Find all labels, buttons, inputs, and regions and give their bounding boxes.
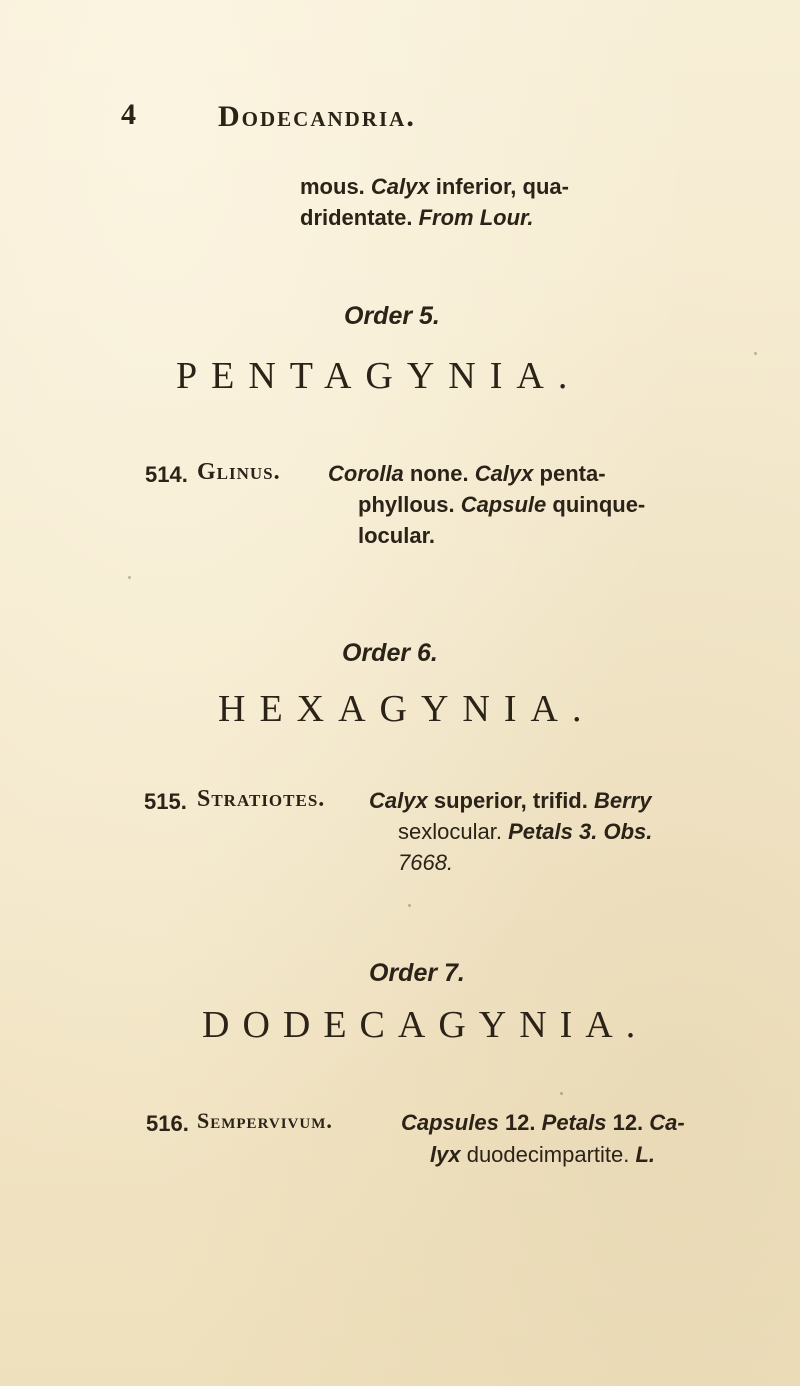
entry-515-number: 515. bbox=[144, 789, 187, 814]
entry-516-line-1: Capsules 12. Petals 12. Ca- bbox=[401, 1110, 685, 1135]
paper-speck bbox=[754, 352, 757, 355]
order-5-heading: PENTAGYNIA. bbox=[176, 355, 582, 397]
entry-514-genus: Glinus. bbox=[197, 459, 281, 485]
entry-514-line-1: Corolla none. Calyx penta- bbox=[328, 461, 606, 486]
order-5-label: Order 5. bbox=[344, 302, 440, 330]
paper-speck bbox=[560, 1092, 563, 1095]
order-6-heading: HEXAGYNIA. bbox=[218, 688, 596, 730]
order-6-label: Order 6. bbox=[342, 639, 438, 667]
paper-speck bbox=[128, 576, 131, 579]
paper-speck bbox=[468, 828, 471, 831]
page-number: 4 bbox=[121, 98, 136, 131]
entry-514-number: 514. bbox=[145, 462, 188, 487]
entry-515-line-2: sexlocular. Petals 3. Obs. bbox=[398, 819, 653, 844]
entry-516-genus: Sempervivum. bbox=[197, 1108, 333, 1133]
order-7-heading: DODECAGYNIA. bbox=[202, 1004, 649, 1046]
entry-514-line-3: locular. bbox=[358, 523, 436, 548]
intro-line-2: dridentate. From Lour. bbox=[300, 205, 534, 230]
entry-514-line-2: phyllous. Capsule quinque- bbox=[358, 492, 646, 517]
entry-516-number: 516. bbox=[146, 1111, 189, 1136]
intro-line-1: mous. Calyx inferior, qua- bbox=[300, 174, 569, 199]
paper-speck bbox=[408, 904, 411, 907]
entry-516-line-2: lyx duodecimpartite. L. bbox=[430, 1142, 656, 1167]
order-7-label: Order 7. bbox=[369, 959, 465, 987]
entry-515-genus: Stratiotes. bbox=[197, 786, 326, 812]
running-title: Dodecandria. bbox=[218, 100, 416, 133]
entry-515-line-3: 7668. bbox=[398, 850, 454, 875]
entry-515-line-1: Calyx superior, trifid. Berry bbox=[369, 788, 652, 813]
